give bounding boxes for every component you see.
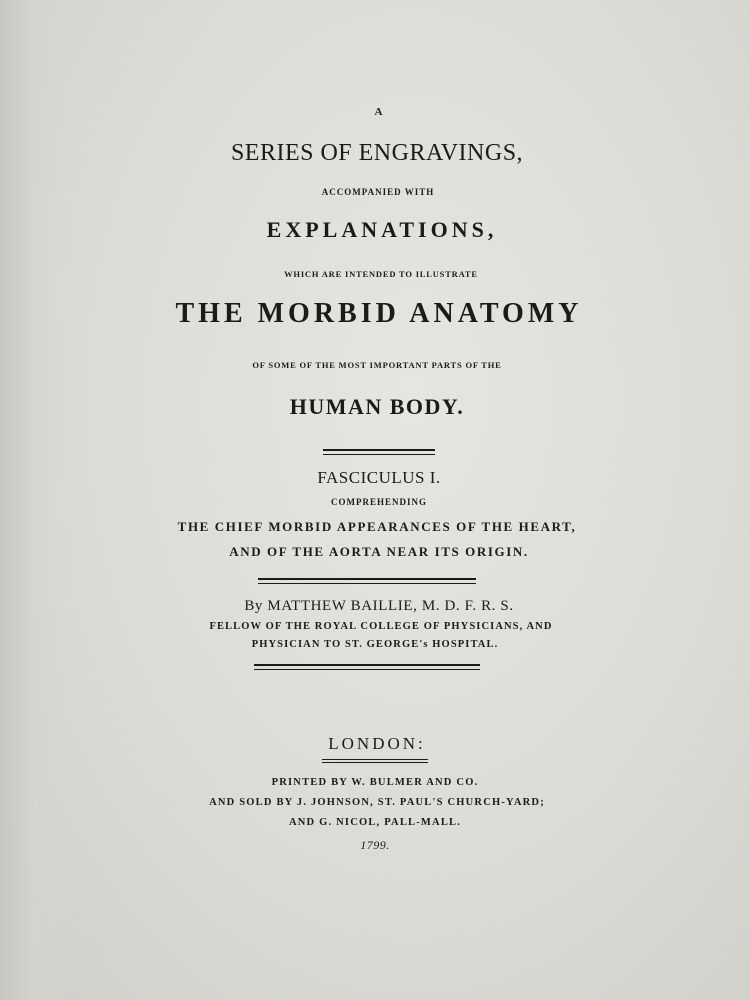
double-rule-top <box>258 578 476 580</box>
author-byline: By MATTHEW BAILLIE, M. D. F. R. S. <box>244 598 514 614</box>
double-rule-top <box>323 449 435 451</box>
imprint-printed: PRINTED BY W. BULMER AND CO. <box>271 777 479 788</box>
title-series: SERIES OF ENGRAVINGS, <box>230 140 524 166</box>
fasciculus-heading: FASCICULUS I. <box>317 468 441 487</box>
fasciculus-line-1: THE CHIEF MORBID APPEARANCES OF THE HEART, <box>177 519 577 534</box>
imprint-year: 1799. <box>360 838 390 852</box>
double-rule-bottom <box>254 669 480 670</box>
imprint-nicol: AND G. NICOL, PALL-MALL. <box>288 817 462 828</box>
title-morbid-anatomy: THE MORBID ANATOMY <box>175 298 583 329</box>
double-rule-bottom <box>258 583 476 584</box>
title-intended: WHICH ARE INTENDED TO ILLUSTRATE <box>284 269 478 279</box>
title-article: A <box>374 106 384 118</box>
imprint-sold: AND SOLD BY J. JOHNSON, ST. PAUL'S CHURCH-YARD; <box>209 797 545 808</box>
title-human-body: HUMAN BODY. <box>289 394 465 419</box>
double-rule-bottom <box>323 454 435 455</box>
title-explanations: EXPLANATIONS, <box>266 217 498 242</box>
imprint-city: LONDON: <box>328 734 426 753</box>
fasciculus-comprehending: COMPREHENDING <box>331 497 427 507</box>
title-of-some: OF SOME OF THE MOST IMPORTANT PARTS OF THE <box>252 360 502 370</box>
title-accompanied: ACCOMPANIED WITH <box>321 187 435 197</box>
short-rule-bottom <box>322 762 428 763</box>
fasciculus-line-2: AND OF THE AORTA NEAR ITS ORIGIN. <box>229 544 529 559</box>
author-physician: PHYSICIAN TO ST. GEORGE's HOSPITAL. <box>251 639 499 650</box>
double-rule-top <box>254 664 480 666</box>
author-fellow: FELLOW OF THE ROYAL COLLEGE OF PHYSICIANS, AND <box>209 621 553 632</box>
short-rule-top <box>322 759 428 760</box>
